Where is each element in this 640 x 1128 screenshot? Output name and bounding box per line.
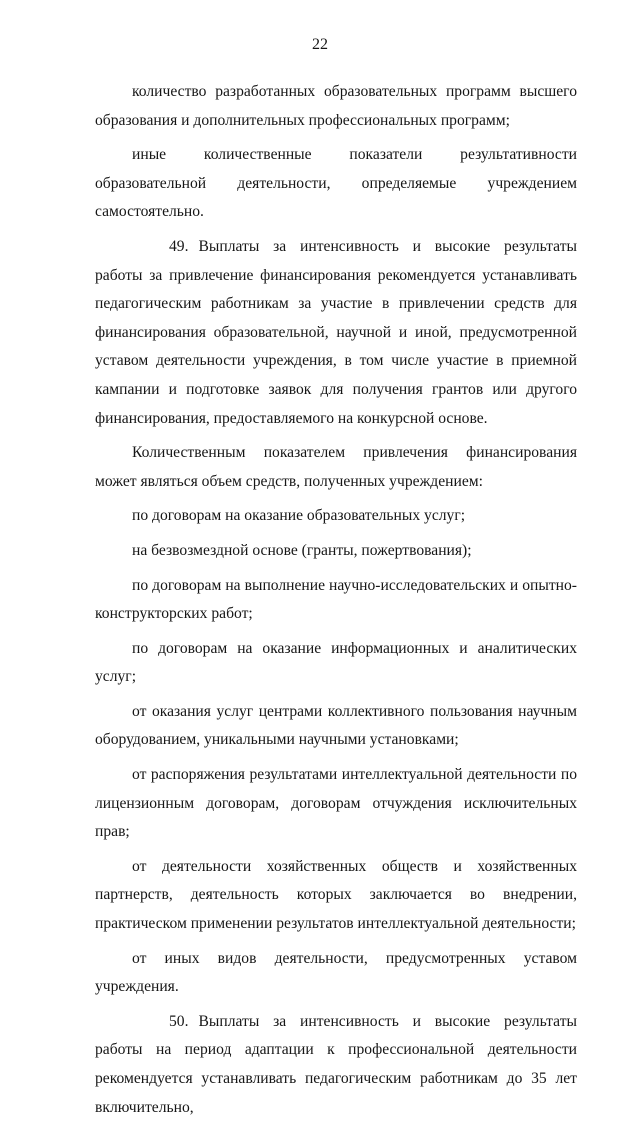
paragraph-49: 49. Выплаты за интенсивность и высокие результаты работы за привлечение финансирования рекомендуется устанавливать педагогическим работникам за участие в привлечении средств для финансирования образовательной, научной и иной, предусмотренной уставом деятельности учреждения, в том числе участие в приемной кампании и подготовке заявок для получения грантов или другого финансирования, предоставляемого на конкурсной основе.	[95, 233, 577, 433]
list-item-intellectual-property: от распоряжения результатами интеллектуальной деятельности по лицензионным договорам, договорам отчуждения исключительных прав;	[95, 766, 577, 841]
paragraph-number: 49.	[169, 237, 189, 255]
paragraph-50: 50. Выплаты за интенсивность и высокие результаты работы на период адаптации к профессиональной деятельности рекомендуется устанавливать педагогическим работникам до 35 лет включительно,	[95, 1008, 577, 1122]
list-item-information-services: по договорам на оказание информационных и аналитических услуг;	[95, 639, 577, 686]
list-item-shared-equipment-centers: от оказания услуг центрами коллективного пользования научным оборудованием, уникальными научными установками;	[95, 702, 577, 749]
paragraph-number: 50.	[169, 1012, 189, 1030]
paragraph-funding-indicator: Количественным показателем привлечения финансирования может являться объем средств, полученных учреждением:	[95, 444, 577, 490]
paragraph-programs-count: количество разработанных образовательных программ высшего образования и дополнительных профессиональных программ;	[95, 83, 577, 129]
list-item-educational-services: по договорам на оказание образовательных услуг;	[132, 507, 466, 525]
document-body	[95, 78, 577, 1128]
list-item-grants: на безвозмездной основе (гранты, пожертвования);	[132, 541, 472, 559]
paragraph-other-indicators: иные количественные показатели результативности образовательной деятельности, определяемые учреждением самостоятельно.	[95, 146, 577, 221]
list-item-research-works: по договорам на выполнение научно-исследовательских и опытно-конструкторских работ;	[95, 576, 577, 623]
list-item-other-activities: от иных видов деятельности, предусмотренных уставом учреждения.	[95, 949, 577, 996]
list-item-business-companies: от деятельности хозяйственных обществ и хозяйственных партнерств, деятельность которых заключается во внедрении, практическом применении результатов интеллектуальной деятельности;	[95, 857, 577, 933]
page-number: 22	[312, 36, 328, 53]
